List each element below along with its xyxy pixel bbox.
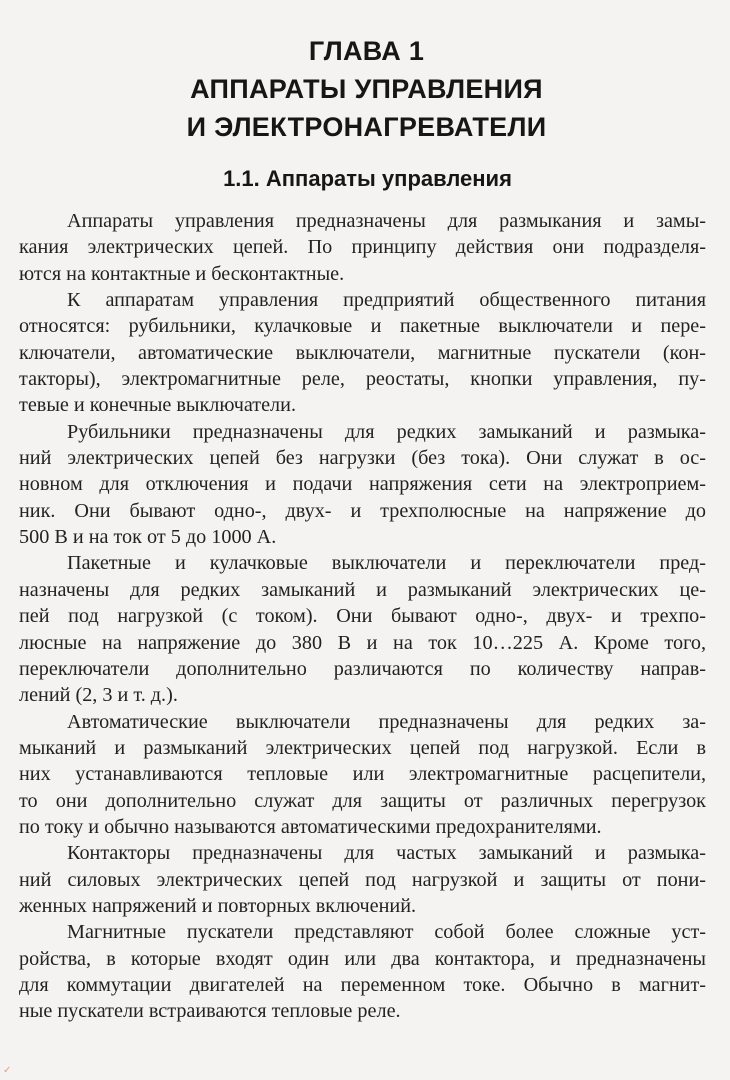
text-line: новном для отключения и подачи напряжения сети на электроприем-	[19, 473, 706, 496]
paragraph-3	[19, 419, 706, 551]
text-line: Контакторы предназначены для частых замыканий и размыка-	[67, 842, 706, 865]
corner-mark-icon: ✓	[3, 1065, 12, 1076]
paragraph-4	[19, 550, 706, 708]
text-line: К аппаратам управления предприятий общественного питания	[67, 289, 706, 312]
text-line: по току и обычно называются автоматическими предохранителями.	[19, 815, 602, 838]
body-text	[19, 208, 706, 1025]
text-line: кания электрических цепей. По принципу действия они подразделя-	[19, 236, 706, 259]
paragraph-1	[19, 208, 706, 287]
text-line: то они дополнительно служат для защиты от различных перегрузок	[19, 789, 706, 812]
text-line: Магнитные пускатели представляют собой более сложные уст-	[67, 921, 706, 944]
text-line: пей под нагрузкой (с током). Они бывают одно-, двух- и трехпо-	[19, 605, 706, 628]
text-line: них устанавливаются тепловые или электромагнитные расцепители,	[19, 763, 706, 786]
text-line: такторы), электромагнитные реле, реостаты, кнопки управления, пу-	[19, 368, 706, 391]
text-line: для коммутации двигателей на переменном токе. Обычно в магнит-	[19, 973, 706, 996]
text-line: назначены для редких замыканий и размыканий электрических це-	[19, 578, 706, 601]
text-line: ник. Они бывают одно-, двух- и трехполюсные на напряжение до	[19, 499, 706, 522]
text-line: женных напряжений и повторных включений.	[19, 894, 417, 917]
text-line: ются на контактные и бесконтактные.	[19, 262, 345, 285]
paragraph-6	[19, 840, 706, 919]
chapter-label: ГЛАВА 1	[308, 36, 425, 66]
text-line: относятся: рубильники, кулачковые и пакетные выключатели и пере-	[19, 315, 706, 338]
text-line: ний силовых электрических цепей под нагрузкой и защиты от пони-	[19, 868, 706, 891]
section-title: 1.1. Аппараты управления	[223, 166, 512, 191]
chapter-title-line-1: АППАРАТЫ УПРАВЛЕНИЯ	[190, 74, 543, 104]
text-line: ные пускатели встраиваются тепловые реле.	[19, 1000, 401, 1023]
text-line: переключатели дополнительно различаются по количеству направ-	[19, 657, 706, 680]
paragraph-7	[19, 919, 706, 1024]
text-line: ключатели, автоматические выключатели, магнитные пускатели (кон-	[19, 341, 706, 364]
text-line: лений (2, 3 и т. д.).	[19, 684, 178, 707]
text-line: ний электрических цепей без нагрузки (без тока). Они служат в ос-	[19, 447, 706, 470]
text-line: мыканий и размыканий электрических цепей под нагрузкой. Если в	[19, 736, 706, 759]
chapter-title-line-2: И ЭЛЕКТРОНАГРЕВАТЕЛИ	[186, 112, 547, 142]
text-line: Пакетные и кулачковые выключатели и переключатели пред-	[67, 552, 706, 575]
text-line: Аппараты управления предназначены для размыкания и замы-	[67, 210, 706, 232]
paragraph-5	[19, 709, 706, 841]
text-line: 500 В и на ток от 5 до 1000 А.	[19, 526, 277, 549]
paragraph-2	[19, 287, 706, 419]
text-line: люсные на напряжение до 380 В и на ток 10…225 А. Кроме того,	[19, 631, 706, 654]
text-line: ройства, в которые входят один или два контактора, и предназначены	[19, 947, 706, 970]
text-line: тевые и конечные выключатели.	[19, 394, 296, 417]
chapter-heading	[19, 32, 706, 146]
text-line: Автоматические выключатели предназначены для редких за-	[67, 710, 706, 733]
text-line: Рубильники предназначены для редких замыканий и размыка-	[67, 420, 706, 443]
